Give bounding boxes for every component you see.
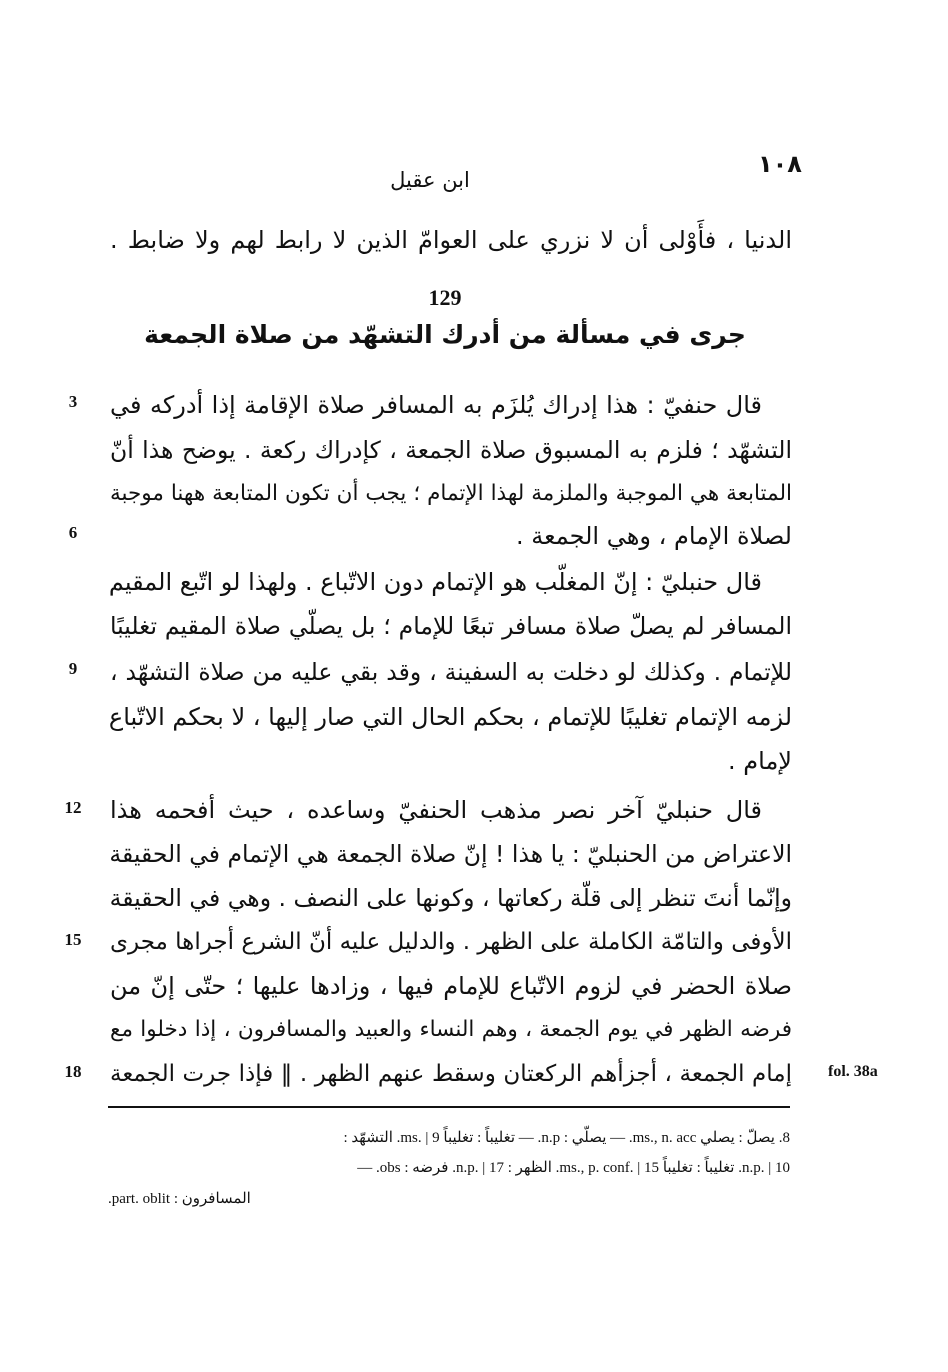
text-line: لصلاة الإمام ، وهي الجمعة . [516,522,792,550]
text-line: قال حنبليّ آخر نصر مذهب الحنفيّ وساعده ، حيث أفحمه هذا [110,796,762,824]
text-line: المسافر لم يصلّ صلاة مسافر تبعًا للإمام ؛ بل يصلّي صلاة المقيم تغليبًا [110,612,792,640]
line-number: 18 [64,1062,82,1081]
folio-marker: fol. 38a [828,1063,878,1080]
line-number: 6 [68,523,78,542]
text-line: صلاة الحضر في لزوم الاتّباع للإمام فيها ، وزادها عليها ؛ حتّى إنّ من [110,972,792,1000]
text-line: لإمام . [728,747,792,775]
text-line: الاعتراض من الحنبليّ : يا هذا ! إنّ صلاة الجمعة هي الإتمام في الحقيقة [109,840,792,868]
carryover-line: الدنيا ، فأَوْلى أن لا نزري على العوامّ الذين لا رابط لهم ولا ضابط . [110,226,792,254]
text-line: التشهّد ؛ فلزم به المسبوق صلاة الجمعة ، كإدراك ركعة . يوضح هذا أنّ [110,436,792,464]
text-line: فرضه الظهر في يوم الجمعة ، وهم النساء والعبيد والمسافرون ، إذا دخلوا مع [110,1017,792,1042]
footnote-divider [108,1106,790,1108]
text-line: للإتمام . وكذلك لو دخلت به السفينة ، وقد بقي عليه من صلاة التشهّد ، [110,658,792,686]
text-line: وإنّما أنتَ تنظر إلى قلّة ركعاتها ، وكونها على النصف . وهي في الحقيقة [109,884,792,912]
line-number: 12 [64,798,82,817]
footnote-line: 8. يصلّ : يصلي ms., n. acc. — يصلّي : n.p. — تغليباً : تغليباً ms. | 9. التشهّد : [343,1130,790,1146]
section-number: 129 [428,285,462,310]
line-number: 15 [64,930,82,949]
text-line: قال حنبليّ : إنّ المغلّب هو الإتمام دون الاتّباع . ولهذا لو اتّبع المقيم [108,568,762,596]
running-title: ابن عقيل [390,168,470,192]
footnote-line: n.p. | 10. تغليباً : تغليباً ms., p. conf. | 15. الظهر : n.p. | 17. فرضه : obs. — [357,1160,790,1176]
section-title: جرى في مسألة من أدرك التشهّد من صلاة الجمعة [144,320,746,349]
text-line: إمام الجمعة ، أجزأهم الركعتان وسقط عنهم الظهر . ‖ فإذا جرت الجمعة [110,1061,792,1087]
footnote-line: المسافرون : part. oblit. [108,1191,251,1207]
text-line: قال حنفيّ : هذا إدراك يُلزَم به المسافر صلاة الإقامة إذا أدركه في [110,391,762,419]
text-line: المتابعة هي الموجبة والملزمة لهذا الإتمام ؛ يجب أن تكون المتابعة ههنا موجبة [110,481,792,506]
line-number: 3 [68,392,78,411]
line-number: 9 [68,659,78,678]
text-line: الأوفى والتامّة الكاملة على الظهر . والدليل عليه أنّ الشرع أجراها مجرى [110,929,792,955]
text-line: لزمه الإتمام تغليبًا للإتمام ، بحكم الحال التي صار إليها ، لا بحكم الاتّباع [108,703,792,731]
page-number: ١٠٨ [758,150,802,178]
